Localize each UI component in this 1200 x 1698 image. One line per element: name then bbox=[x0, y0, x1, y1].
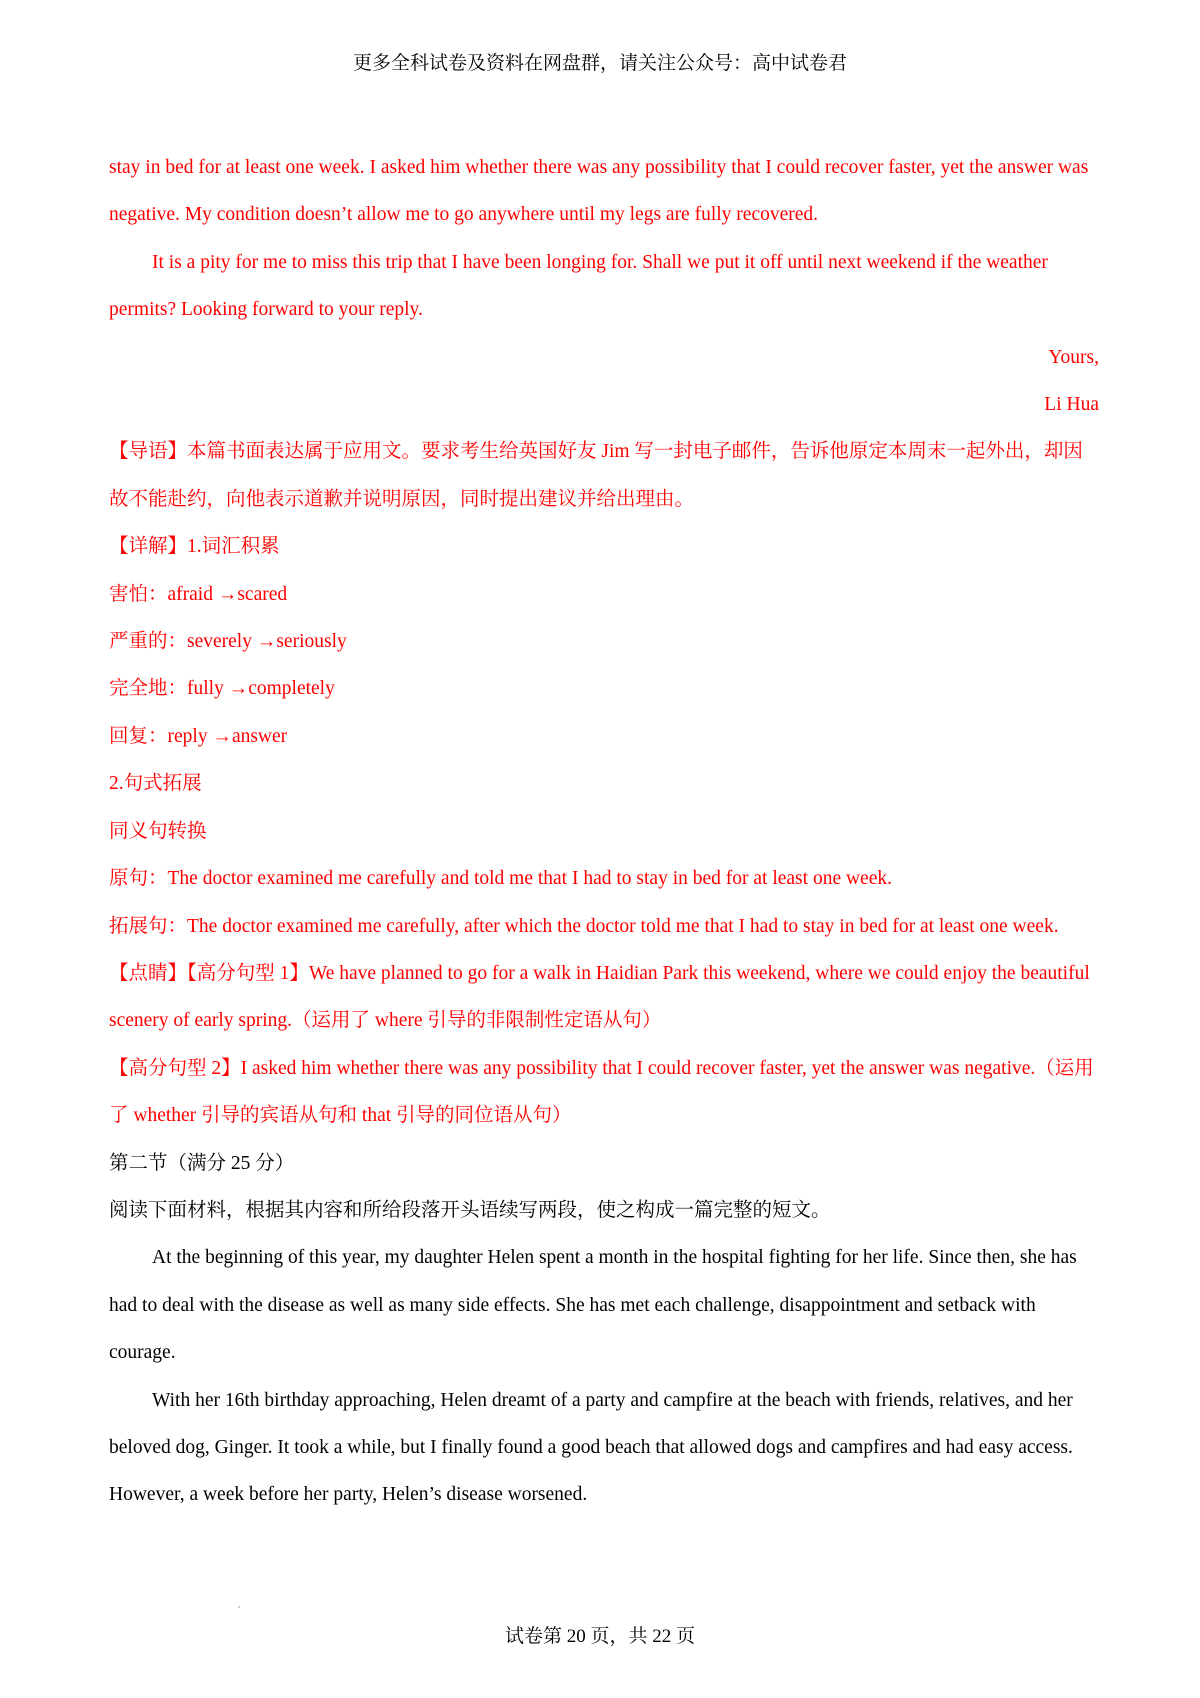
story-paragraph-2: With her 16th birthday approaching, Helen dreamt of a party and campfire at the beach with friends, relatives, and her beloved dog, Ginger. It took a while, but I finally found a good beach that allowed dogs and campfires and had easy access. However, a week before her party, Helen’s disease worsened. bbox=[109, 1389, 1073, 1506]
expanded-sentence: 拓展句：The doctor examined me carefully, after which the doctor told me that I had to stay in bed for at least one week. bbox=[109, 915, 1059, 937]
page-header: 更多全科试卷及资料在网盘群，请关注公众号：高中试卷君 bbox=[352, 53, 847, 74]
vocab-item: 严重的：severely →seriously bbox=[109, 631, 347, 653]
section2-title: 第二节（满分 25 分） bbox=[109, 1152, 295, 1174]
letter-signature: Li Hua bbox=[1044, 394, 1099, 416]
vocab-item: 完全地：fully →completely bbox=[109, 678, 335, 700]
letter-paragraph-2: It is a pity for me to miss this trip that I have been longing for. Shall we put it off until next weekend if the weather permits? Looking forward to your reply. bbox=[109, 251, 1048, 321]
highlight-sentence-2: 【高分句型 2】I asked him whether there was any possibility that I could recover faster, yet the answer was negative.（运用了 whether 引导的宾语从句和 that 引导的同位语从句） bbox=[109, 1057, 1094, 1127]
highlight-sentence-1: 【点睛】【高分句型 1】We have planned to go for a walk in Haidian Park this weekend, where we could enjoy the beautiful scenery of early spring.（运用了 where 引导的非限制性定语从句） bbox=[109, 962, 1090, 1032]
letter-paragraph-1: stay in bed for at least one week. I asked him whether there was any possibility that I could recover faster, yet the answer was negative. My condition doesn’t allow me to go anywhere until my legs are fully recovered. bbox=[109, 157, 1089, 226]
analysis-intro: 【导语】本篇书面表达属于应用文。要求考生给英国好友 Jim 写一封电子邮件，告诉他原定本周末一起外出，却因故不能赴约，向他表示道歉并说明原因，同时提出建议并给出理由。 bbox=[109, 441, 1083, 510]
sentence-title: 2.句式拓展 bbox=[109, 773, 202, 795]
story-paragraph-1: At the beginning of this year, my daughter Helen spent a month in the hospital fighting for her life. Since then, she has had to deal with the disease as well as many side effects. She has met each challenge, disappointment and setback with courage. bbox=[109, 1247, 1077, 1364]
section2-instruction: 阅读下面材料，根据其内容和所给段落开头语续写两段，使之构成一篇完整的短文。 bbox=[109, 1199, 831, 1221]
original-sentence: 原句：The doctor examined me carefully and told me that I had to stay in bed for at least one week. bbox=[109, 868, 892, 890]
vocab-item: 害怕：afraid →scared bbox=[109, 583, 288, 605]
detail-title: 【详解】1.词汇积累 bbox=[109, 536, 280, 558]
stray-dot bbox=[238, 1606, 240, 1608]
letter-closing: Yours, bbox=[1048, 346, 1099, 368]
vocab-item: 回复：reply →answer bbox=[109, 725, 288, 747]
page-footer: 试卷第 20 页，共 22 页 bbox=[504, 1626, 695, 1647]
synonym-title: 同义句转换 bbox=[109, 820, 207, 842]
page-content bbox=[109, 144, 1099, 1519]
